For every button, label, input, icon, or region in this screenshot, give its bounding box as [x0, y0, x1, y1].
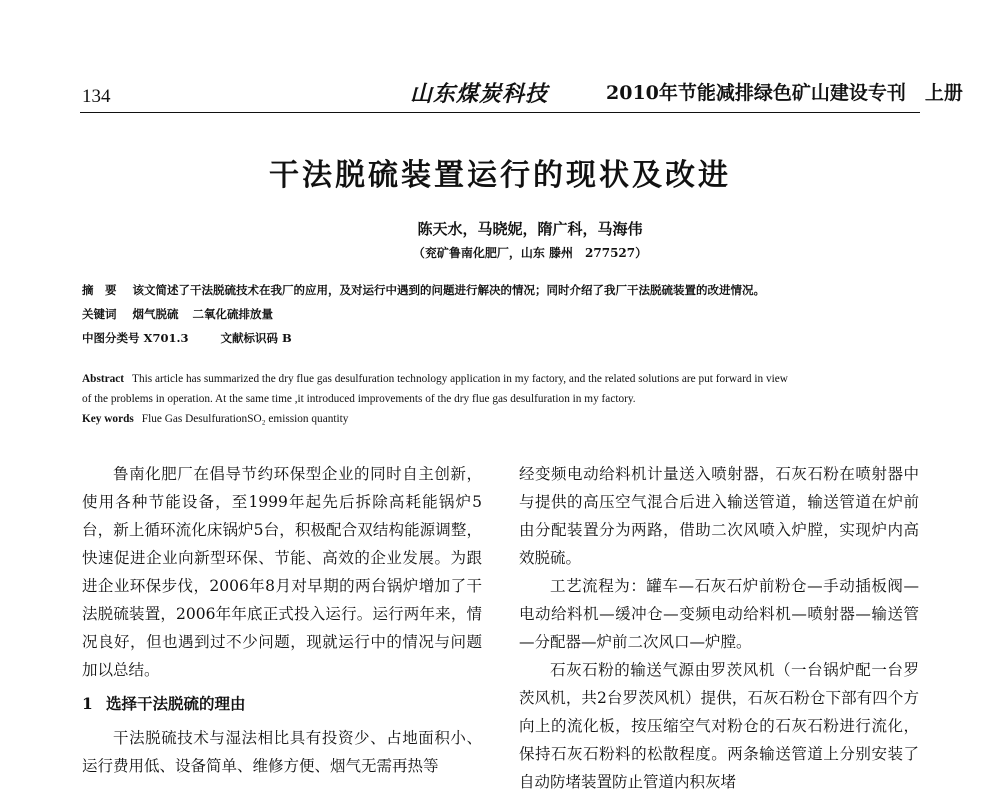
header-rule — [80, 112, 920, 113]
en-abstract-line: This article has summarized the dry flue gas desulfuration technology application in my factory, and the related solutions are put forward in view — [132, 373, 788, 385]
section-heading — [82, 690, 482, 718]
en-abstract-label: Abstract — [82, 373, 125, 385]
en-abstract — [82, 369, 920, 409]
cn-keyword: 烟气脱硫 — [132, 307, 179, 321]
paper-title: 干法脱硫装置运行的现状及改进 — [269, 158, 731, 193]
en-keyword: Flue Gas Desulfuration — [141, 413, 248, 425]
en-keywords — [82, 409, 920, 429]
body-paragraph: 经变频电动给料机计量送入喷射器，石灰石粉在喷射器中与提供的高压空气混合后进入输送管道，输送管道在炉前由分配装置分为两路，借助二次风喷入炉膛，实现炉内高效脱硫。 — [519, 465, 919, 567]
doc-code-label: 文献标识码 — [220, 331, 278, 345]
right-column — [519, 460, 919, 796]
authors: 陈天水，马晓妮，隋广科，马海伟 — [417, 220, 643, 238]
en-keywords-label: Key words — [82, 413, 134, 425]
cn-abstract-label: 摘 要 — [82, 283, 117, 297]
section-number: 1 — [82, 694, 93, 713]
body-paragraph: 干法脱硫技术与湿法相比具有投资少、占地面积小、运行费用低、设备简单、维修方便、烟气无需再热等 — [82, 729, 482, 775]
journal-name: 山东煤炭科技 — [410, 81, 549, 107]
page-number: 134 — [82, 86, 111, 107]
cn-classification — [82, 330, 292, 346]
body-paragraph: 鲁南化肥厂在倡导节约环保型企业的同时自主创新，使用各种节能设备，至1999年起先后拆除高耗能锅炉5台，新上循环流化床锅炉5台，积极配合双结构能源调整，快速促进企业向新型环保、节能、高效的企业发展。为跟进企业环保步伐，2006年8月对早期的两台锅炉增加了干法脱硫装置，2006年年底正式投入运行。运行两年来，情况良好，但也遇到过不少问题，现就运行中的情况与问题加以总结。 — [82, 465, 482, 679]
en-abstract-line: of the problems in operation. At the same time ,it introduced improvements of the dry flue gas desulfuration in my factory. — [82, 393, 636, 405]
cn-keywords — [82, 306, 273, 322]
section-title: 选择干法脱硫的理由 — [106, 694, 246, 713]
issue-label: 2010年节能减排绿色矿山建设专刊 上册 — [606, 82, 963, 104]
doc-code-value: B — [281, 331, 292, 345]
cn-keyword: 二氧化硫排放量 — [192, 307, 273, 321]
left-column — [82, 460, 482, 780]
body-paragraph: 石灰石粉的输送气源由罗茨风机（一台锅炉配一台罗茨风机，共2台罗茨风机）提供，石灰石粉仓下部有四个方向上的流化板，按压缩空气对粉仓的石灰石粉进行流化，保持石灰石粉料的松散程度。两条输送管道上分别安装了自动防堵装置防止管道内积灰堵 — [519, 661, 919, 791]
affiliation: （兖矿鲁南化肥厂，山东 滕州 277527） — [412, 246, 648, 260]
class-label: 中图分类号 — [82, 331, 140, 345]
body-paragraph: 工艺流程为：罐车—石灰石炉前粉仓—手动插板阀—电动给料机—缓冲仓—变频电动给料机—喷射器—输送管—分配器—炉前二次风口—炉膛。 — [519, 577, 919, 651]
cn-abstract — [82, 282, 765, 298]
cn-keywords-label: 关键词 — [82, 307, 117, 321]
class-value: X701.3 — [143, 331, 189, 345]
cn-abstract-text: 该文简述了干法脱硫技术在我厂的应用，及对运行中遇到的问题进行解决的情况；同时介绍了我厂干法脱硫装置的改进情况。 — [132, 283, 765, 297]
en-keyword: SO₂ emission quantity — [247, 413, 349, 425]
